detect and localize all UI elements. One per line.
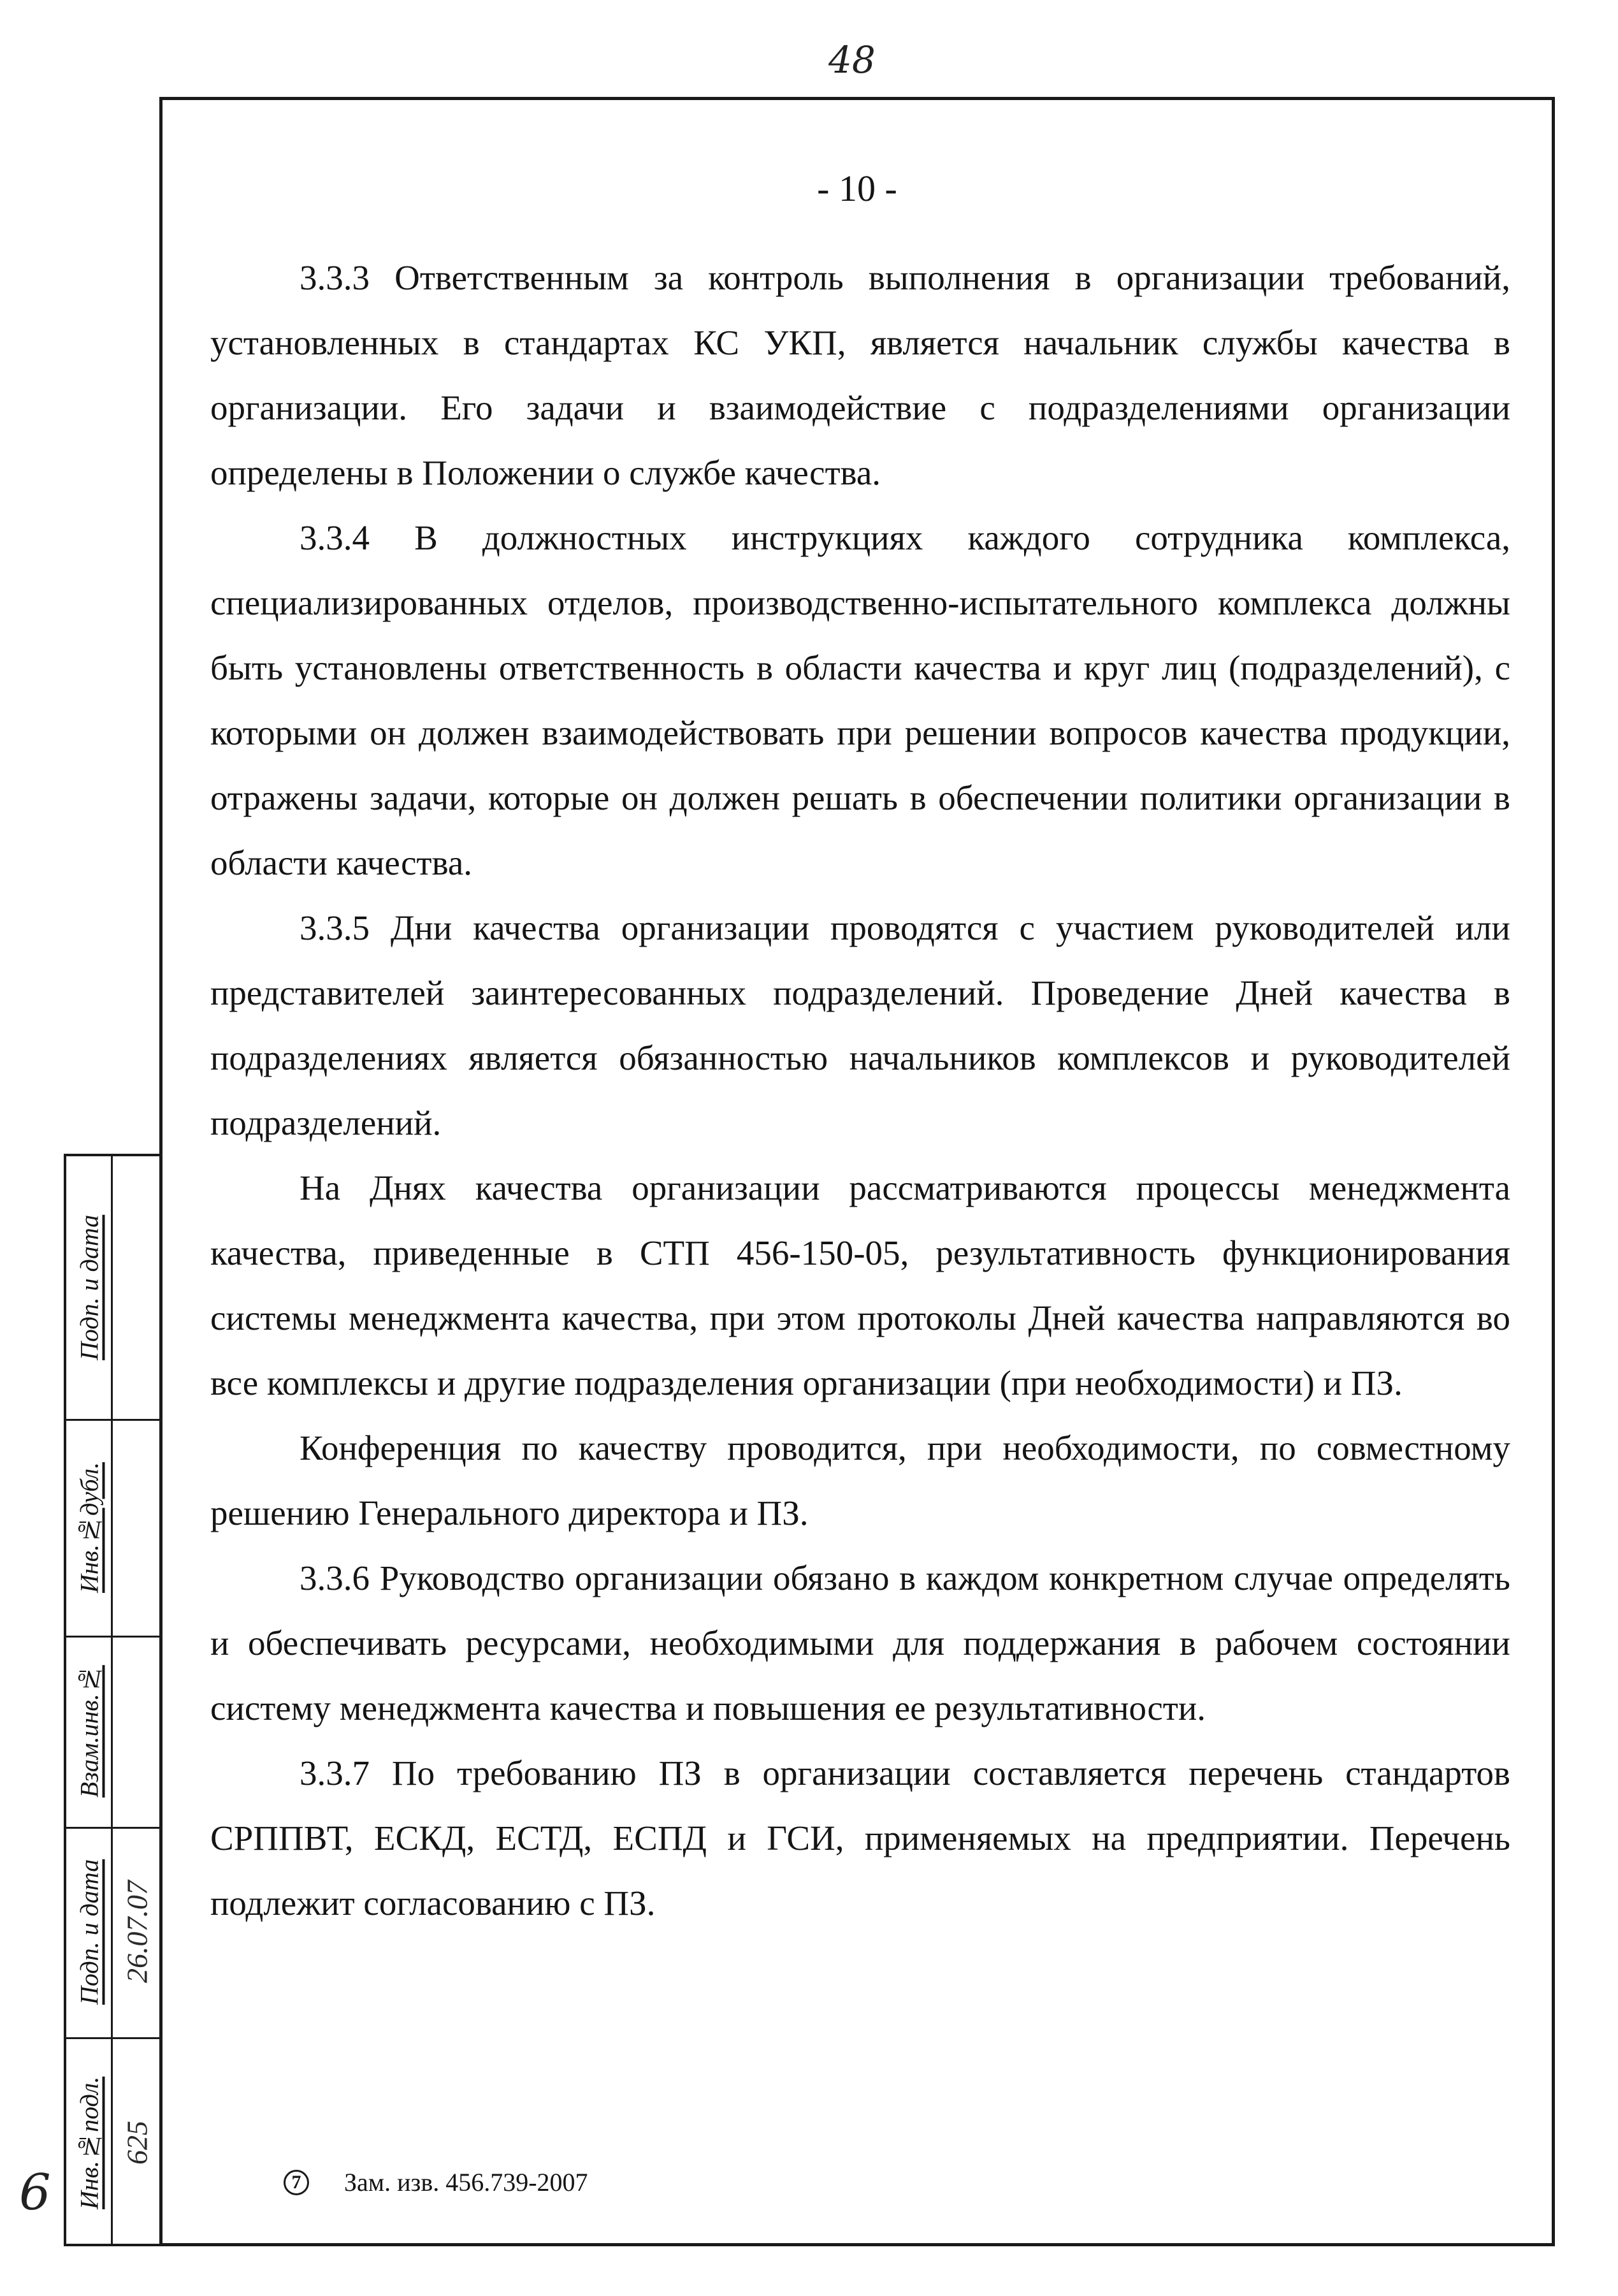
page-number: - 10 - bbox=[817, 168, 897, 209]
paragraph-3-3-6: 3.3.6 Руководство организации обязано в каждом конкретном случае определять и обеспечивать ресурсами, необходимыми для поддержания в рабочем состоянии систему менеджмента качества и повышения ее результативности. bbox=[210, 1559, 1510, 1727]
stamp-label-original-inventory: Инв.№подл. bbox=[75, 2076, 104, 2210]
stamp-label-duplicate-inventory: Инв.№дубл. bbox=[75, 1462, 104, 1593]
stamp-value-original-inventory: 625 bbox=[120, 2121, 154, 2165]
stamp-label-signature-date-1: Подп. и дата bbox=[75, 1214, 104, 1361]
paragraph-3-3-5: 3.3.5 Дни качества организации проводятся с участием руководителей или представителей заинтересованных подразделений. Проведение Дней качества в подразделениях является обязанностью начальников комплексов и руководителей подразделений. bbox=[210, 908, 1510, 1142]
handwritten-side-number: 6 bbox=[19, 2164, 51, 2221]
paragraph-3-3-4: 3.3.4 В должностных инструкциях каждого сотрудника комплекса, специализированных отделов, производственно-испытательного комплекса должны быть установлены ответственность в области качества и круг лиц (подразделений), с которыми он должен взаимодействовать при решении вопросов качества продукции, отражены задачи, которые он должен решать в обеспечении политики организации в области качества. bbox=[210, 518, 1510, 882]
revision-note bbox=[284, 2167, 588, 2197]
stamp-value-signature-date: 26.07.07 bbox=[120, 1880, 154, 1984]
paragraph-3-3-3: 3.3.3 Ответственным за контроль выполнения в организации требований, установленных в стандартах КС УКП, является начальник службы качества в организации. Его задачи и взаимодействие с подразделениями организации определены в Положении о службе качества. bbox=[210, 258, 1510, 492]
paragraph-3-3-7: 3.3.7 По требованию ПЗ в организации составляется перечень стандартов СРППВТ, ЕСКД, ЕСТД, ЕСПД и ГСИ, применяемых на предприятии. Перечень подлежит согласованию с ПЗ. bbox=[210, 1754, 1510, 1922]
document-body bbox=[210, 245, 1510, 1936]
approval-stamp-column bbox=[64, 1154, 159, 2246]
revision-circle-mark: 7 bbox=[284, 2170, 309, 2195]
revision-text: Зам. изв. 456.739-2007 bbox=[344, 2168, 588, 2197]
stamp-label-replacement-inventory: Взам.инв.№ bbox=[75, 1665, 104, 1798]
paragraph-conference: Конференция по качеству проводится, при необходимости, по совместному решению Генерального директора и ПЗ. bbox=[210, 1428, 1510, 1532]
stamp-label-signature-date-2: Подп. и дата bbox=[75, 1859, 104, 2005]
paragraph-quality-days: На Днях качества организации рассматриваются процессы менеджмента качества, приведенные в СТП 456-150-05, результативность функционирования системы менеджмента качества, при этом протоколы Дней качества направляются во все комплексы и другие подразделения организации (при необходимости) и ПЗ. bbox=[210, 1168, 1510, 1402]
handwritten-sheet-number: 48 bbox=[828, 38, 876, 82]
